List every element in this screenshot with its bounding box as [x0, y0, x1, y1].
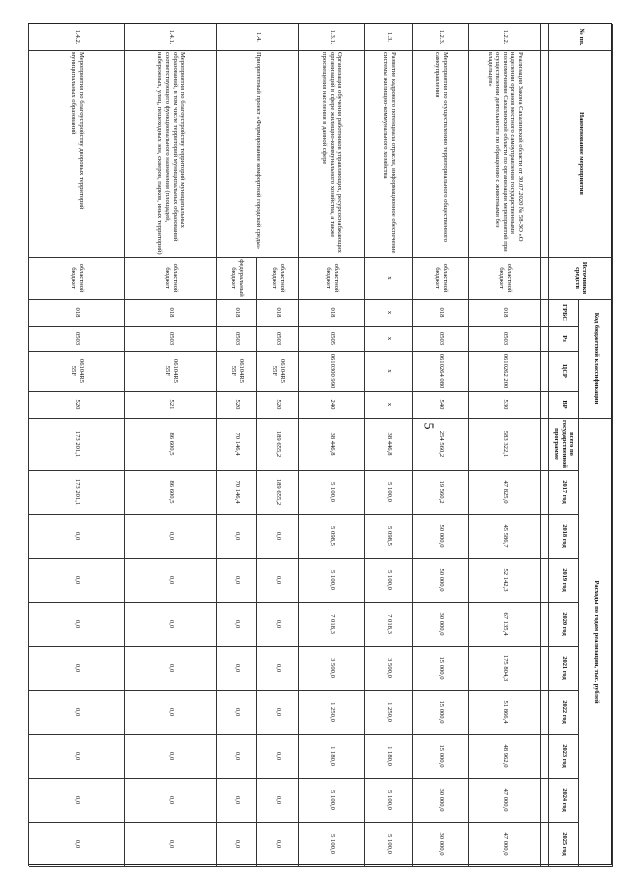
row-year-value: 7 018,3 — [385, 614, 393, 634]
header-vr: ВР — [560, 400, 568, 409]
row-year-value: 1 250,0 — [328, 702, 336, 722]
row-year-value: 0,0 — [73, 619, 81, 629]
row-number: 1.4. — [254, 32, 262, 42]
row-year-value: 0,0 — [233, 531, 241, 541]
header-budget-code: Код бюджетной классификации — [592, 312, 600, 405]
row-year-value: 3 500,0 — [385, 658, 393, 678]
header-year: 2020 год — [560, 612, 568, 636]
grid-line — [578, 299, 579, 418]
row-source: областной бюджет — [164, 263, 179, 293]
row-total: 86 600,5 — [167, 432, 175, 456]
row-year-value: 0,0 — [167, 575, 175, 585]
row-rz: 0503 — [437, 331, 445, 346]
header-year: 2025 год — [560, 832, 568, 856]
row-total: 189 655,2 — [274, 430, 282, 458]
row-year-value: 30 000,0 — [437, 788, 445, 812]
row-year-value: 19 560,2 — [437, 480, 445, 504]
row-year-value: 52 142,3 — [501, 568, 509, 592]
row-year-value: 5 100,0 — [328, 482, 336, 502]
grid-line — [548, 24, 549, 866]
row-vr: 530 — [501, 399, 509, 410]
row-vr: 520 — [73, 399, 81, 410]
row-year-value: 0,0 — [274, 663, 282, 673]
row-grbs: 018 — [437, 307, 445, 318]
row-year-value: 15 000,0 — [437, 700, 445, 724]
row-csr: 0610262 200 — [501, 353, 509, 389]
row-number: 1.3. — [385, 32, 393, 42]
row-year-value: 0,0 — [233, 839, 241, 849]
row-year-value: 50 000,0 — [437, 568, 445, 592]
row-year-value: 5 100,0 — [328, 834, 336, 854]
row-rz: 0503 — [233, 331, 241, 346]
row-name: Развитие кадрового потенциала отрасли, информационное обеспечение системы жилищно-коммунального хозяйства — [382, 52, 397, 254]
header-year: 2017 год — [560, 480, 568, 504]
row-grbs: 018 — [167, 307, 175, 318]
row-year-value: 0,0 — [233, 707, 241, 717]
row-year-value: 1 180,0 — [328, 746, 336, 766]
row-year-value: 0,0 — [274, 839, 282, 849]
row-source: областной бюджет — [498, 263, 513, 293]
row-vr: х — [385, 402, 393, 407]
row-vr: 521 — [167, 399, 175, 410]
grid-line — [29, 866, 613, 867]
header-total: всего по государственной программе — [553, 420, 576, 468]
row-year-value: 15 000,0 — [437, 744, 445, 768]
row-name: Реализация Закона Сахалинской области от 30.07.2020 № 58-ЗО «О наделении органов местного самоуправления государственными полномочиями Сахалинской области по организации мероприятий при осуществлении деятельности по обращению с животными без владельцев» — [486, 52, 524, 252]
row-vr: 540 — [437, 399, 445, 410]
row-year-value: 15 000,0 — [437, 656, 445, 680]
row-year-value: 0,0 — [233, 795, 241, 805]
grid-line — [612, 24, 613, 866]
row-csr: 0610264 080 — [437, 353, 445, 389]
row-year-value: 0,0 — [73, 707, 81, 717]
row-csr: 06104R5 55F — [70, 358, 85, 384]
row-vr: 520 — [233, 399, 241, 410]
row-year-value: 70 146,4 — [233, 480, 241, 504]
rotated-table — [29, 24, 613, 866]
header-year: 2022 год — [560, 700, 568, 724]
row-total: 38 446,8 — [328, 432, 336, 456]
row-year-value: 0,0 — [233, 575, 241, 585]
row-year-value: 47 000,0 — [501, 832, 509, 856]
row-vr: 240 — [328, 399, 336, 410]
row-year-value: 5 100,0 — [385, 834, 393, 854]
row-year-value: 0,0 — [167, 531, 175, 541]
row-year-value: 86 600,5 — [167, 480, 175, 504]
budget-table — [28, 23, 612, 865]
row-year-value: 0,0 — [274, 619, 282, 629]
row-source: областной бюджет — [271, 263, 286, 293]
row-number: 1.4.2. — [73, 29, 81, 45]
row-year-value: 50 000,0 — [437, 524, 445, 548]
row-year-value: 0,0 — [167, 707, 175, 717]
row-csr: 0610300 990 — [328, 353, 336, 389]
row-total: 173 201,1 — [73, 430, 81, 458]
row-name: Мероприятия по благоустройству территорий муниципальных образований, в том числе территорий муниципальных образований соответствующего функционального назначения (площадей, набережных, улиц, пешеходных зон, скверов, парков, иных территорий) — [156, 52, 187, 255]
row-year-value: 30 000,0 — [437, 612, 445, 636]
row-rz: 0503 — [167, 331, 175, 346]
row-year-value: 5 100,0 — [328, 790, 336, 810]
row-year-value: 0,0 — [233, 663, 241, 673]
header-year: 2024 год — [560, 788, 568, 812]
row-grbs: 018 — [501, 307, 509, 318]
row-source: федеральный бюджет — [230, 259, 245, 297]
row-grbs: 018 — [233, 307, 241, 318]
row-csr: х — [385, 369, 393, 373]
row-year-value: 5 100,0 — [385, 570, 393, 590]
grid-line — [28, 24, 29, 866]
row-year-value: 5 100,0 — [385, 790, 393, 810]
row-year-value: 175 804,3 — [501, 654, 509, 682]
row-grbs: х — [385, 310, 393, 315]
row-csr: 06104R5 55F — [164, 358, 179, 384]
row-year-value: 48 962,0 — [501, 744, 509, 768]
row-year-value: 0,0 — [233, 619, 241, 629]
row-total: 583 322,1 — [501, 430, 509, 458]
row-total: 70 146,4 — [233, 432, 241, 456]
row-year-value: 5 100,0 — [328, 570, 336, 590]
row-year-value: 0,0 — [73, 663, 81, 673]
row-year-value: 0,0 — [167, 839, 175, 849]
row-source: областной бюджет — [70, 263, 85, 293]
grid-line — [578, 418, 579, 866]
row-year-value: 7 018,3 — [328, 614, 336, 634]
row-rz: 0503 — [73, 331, 81, 346]
row-year-value: 3 500,0 — [328, 658, 336, 678]
row-vr: 520 — [274, 399, 282, 410]
row-year-value: 0,0 — [167, 795, 175, 805]
row-year-value: 0,0 — [73, 839, 81, 849]
row-year-value: 0,0 — [73, 531, 81, 541]
row-year-value: 0,0 — [274, 751, 282, 761]
row-year-value: 45 586,7 — [501, 524, 509, 548]
row-total: 254 560,2 — [437, 430, 445, 458]
row-year-value: 173 201,1 — [73, 478, 81, 506]
row-name: Приоритетный проект «Формирование комфортной городской среды» — [254, 52, 262, 250]
row-year-value: 0,0 — [167, 619, 175, 629]
row-year-value: 0,0 — [233, 751, 241, 761]
row-number: 1.4.1. — [167, 29, 175, 45]
row-year-value: 5 098,5 — [328, 526, 336, 546]
header-csr: ЦСР — [560, 364, 568, 378]
header-year: 2018 год — [560, 524, 568, 548]
row-name: Мероприятия по благоустройству дворовых территорий муниципальных образований — [70, 52, 85, 210]
row-name: Организация обучения работников управляющих, ресурсоснабжающих организаций в сфере жилищно-коммунального хозяйства, а также просвещения населения в данной сфере — [321, 52, 344, 253]
row-number: 1.3.1. — [328, 29, 336, 45]
row-number: 1.2.2. — [501, 29, 509, 45]
header-rz: Рз — [560, 335, 568, 342]
row-year-value: 0,0 — [73, 575, 81, 585]
row-rz: 0503 — [501, 331, 509, 346]
row-source: х — [385, 276, 393, 280]
header-name: Наименование мероприятия — [577, 112, 585, 195]
row-year-value: 0,0 — [167, 751, 175, 761]
row-year-value: 0,0 — [274, 531, 282, 541]
row-year-value: 67 135,4 — [501, 612, 509, 636]
row-grbs: 018 — [73, 307, 81, 318]
row-grbs: 018 — [328, 307, 336, 318]
row-name: Мероприятия по осуществлению территориального общественного самоуправления — [434, 52, 449, 242]
header-grbs: ГРБС — [560, 304, 568, 321]
row-year-value: 0,0 — [274, 707, 282, 717]
row-csr: 06104R5 55F — [271, 358, 286, 384]
header-year: 2019 год — [560, 568, 568, 592]
row-csr: 06104R5 55F — [230, 358, 245, 384]
row-year-value: 47 825,0 — [501, 480, 509, 504]
row-source: областной бюджет — [434, 263, 449, 293]
row-total: 38 446,8 — [385, 432, 393, 456]
header-num: № пп. — [577, 28, 585, 46]
row-year-value: 5 098,5 — [385, 526, 393, 546]
row-year-value: 51 866,4 — [501, 700, 509, 724]
header-year: 2021 год — [560, 656, 568, 680]
row-year-value: 1 250,0 — [385, 702, 393, 722]
page-number: 5 — [420, 422, 436, 430]
row-grbs: 018 — [274, 307, 282, 318]
row-year-value: 0,0 — [274, 795, 282, 805]
row-year-value: 47 000,0 — [501, 788, 509, 812]
row-year-value: 30 000,0 — [437, 832, 445, 856]
row-number: 1.2.3. — [437, 29, 445, 45]
header-year: 2023 год — [560, 744, 568, 768]
row-rz: 0503 — [274, 331, 282, 346]
header-source: Источники средств — [574, 261, 589, 295]
row-rz: х — [385, 336, 393, 341]
row-year-value: 0,0 — [167, 663, 175, 673]
row-year-value: 1 180,0 — [385, 746, 393, 766]
row-year-value: 0,0 — [274, 575, 282, 585]
row-year-value: 0,0 — [73, 795, 81, 805]
row-year-value: 189 655,2 — [274, 478, 282, 506]
row-year-value: 0,0 — [73, 751, 81, 761]
row-source: областной бюджет — [325, 263, 340, 293]
row-year-value: 5 100,0 — [385, 482, 393, 502]
header-expenses: Расходы по годам реализации, тыс. рублей — [592, 580, 600, 704]
row-rz: 0505 — [328, 331, 336, 346]
